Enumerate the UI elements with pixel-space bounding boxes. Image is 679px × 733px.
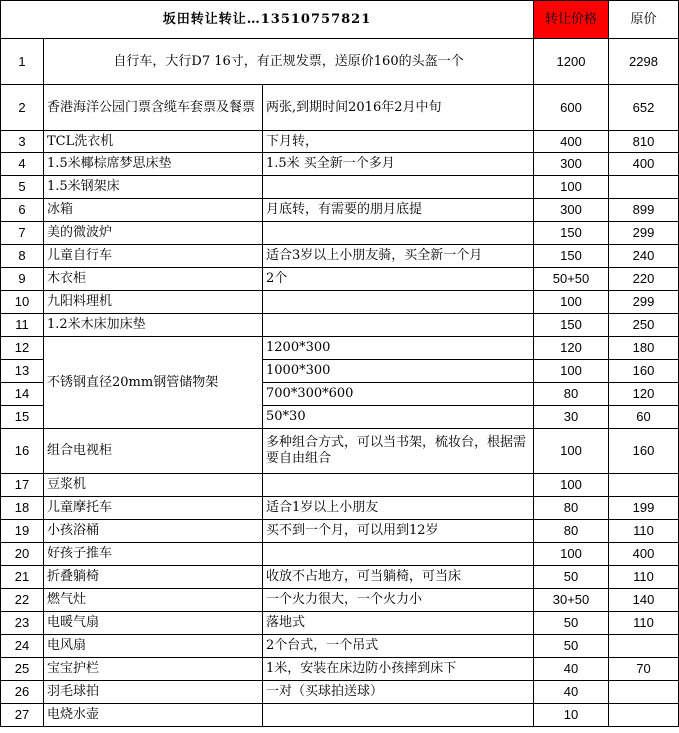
item-note: 下月转， (263, 131, 534, 153)
original-price: 70 (609, 658, 679, 681)
item-name: 羽毛球拍 (44, 681, 263, 704)
item-note: 1米，安装在床边防小孩摔到床下 (263, 658, 534, 681)
table-row (1, 635, 679, 658)
row-number: 23 (1, 612, 44, 635)
original-price: 299 (609, 291, 679, 314)
item-note (263, 474, 534, 497)
row-number: 26 (1, 681, 44, 704)
item-name: 燃气灶 (44, 589, 263, 612)
item-note (263, 704, 534, 727)
table-row (1, 658, 679, 681)
transfer-price: 50 (534, 635, 609, 658)
item-name: 小孩浴桶 (44, 520, 263, 543)
transfer-price: 100 (534, 291, 609, 314)
item-name: 电风扇 (44, 635, 263, 658)
original-price: 110 (609, 520, 679, 543)
item-name: 九阳料理机 (44, 291, 263, 314)
row-number: 21 (1, 566, 44, 589)
table-row (1, 85, 679, 131)
transfer-price: 50+50 (534, 268, 609, 291)
table-row (1, 314, 679, 337)
row-number: 12 (1, 337, 44, 360)
table-row (1, 520, 679, 543)
original-price: 110 (609, 612, 679, 635)
item-name: 组合电视柜 (44, 429, 263, 474)
row-number: 19 (1, 520, 44, 543)
row-number: 2 (1, 85, 44, 131)
item-name: 宝宝护栏 (44, 658, 263, 681)
row-number: 13 (1, 360, 44, 383)
transfer-price: 40 (534, 658, 609, 681)
table-row (1, 681, 679, 704)
item-note (263, 543, 534, 566)
row-number: 15 (1, 406, 44, 429)
row-number: 20 (1, 543, 44, 566)
table-row (1, 268, 679, 291)
item-note: 适合1岁以上小朋友 (263, 497, 534, 520)
item-name: 儿童自行车 (44, 245, 263, 268)
item-note (263, 291, 534, 314)
original-price (609, 681, 679, 704)
item-note: 月底转，有需要的朋月底提 (263, 199, 534, 222)
original-price: 160 (609, 429, 679, 474)
original-price (609, 704, 679, 727)
item-note: 1.5米 买全新一个多月 (263, 153, 534, 176)
original-price: 250 (609, 314, 679, 337)
row-number: 18 (1, 497, 44, 520)
item-name: 冰箱 (44, 199, 263, 222)
original-price: 120 (609, 383, 679, 406)
transfer-price: 150 (534, 245, 609, 268)
original-price: 220 (609, 268, 679, 291)
transfer-price: 80 (534, 497, 609, 520)
table-row (1, 497, 679, 520)
transfer-price: 1200 (534, 39, 609, 85)
original-price: 60 (609, 406, 679, 429)
transfer-price: 100 (534, 474, 609, 497)
page-title: 坂田转让转让…13510757821 (1, 1, 534, 39)
item-note: 买不到一个月，可以用到12岁 (263, 520, 534, 543)
item-note: 50*30 (263, 406, 534, 429)
row-number: 25 (1, 658, 44, 681)
original-price: 899 (609, 199, 679, 222)
item-name: 香港海洋公园门票含缆车套票及餐票 (44, 85, 263, 131)
item-name: 美的微波炉 (44, 222, 263, 245)
transfer-price: 100 (534, 176, 609, 199)
transfer-price: 150 (534, 222, 609, 245)
item-name: 儿童摩托车 (44, 497, 263, 520)
table-row (1, 176, 679, 199)
item-note: 2个台式，一个吊式 (263, 635, 534, 658)
item-note (263, 314, 534, 337)
item-name: 豆浆机 (44, 474, 263, 497)
original-price: 199 (609, 497, 679, 520)
original-price: 299 (609, 222, 679, 245)
transfer-price: 30 (534, 406, 609, 429)
transfer-price: 40 (534, 681, 609, 704)
item-description: 自行车，大行D7 16寸，有正规发票，送原价160的头盔一个 (44, 39, 534, 85)
original-price (609, 176, 679, 199)
item-name: 1.2米木床加床垫 (44, 314, 263, 337)
item-name: 1.5米椰棕席梦思床垫 (44, 153, 263, 176)
transfer-price: 300 (534, 199, 609, 222)
item-name: 好孩子推车 (44, 543, 263, 566)
row-number: 6 (1, 199, 44, 222)
item-note: 一对（买球拍送球） (263, 681, 534, 704)
item-name: 电暖气扇 (44, 612, 263, 635)
table-row (1, 704, 679, 727)
original-price: 180 (609, 337, 679, 360)
table-row (1, 566, 679, 589)
item-name: 电烧水壶 (44, 704, 263, 727)
item-note: 多种组合方式，可以当书架，梳妆台，根据需要自由组合 (263, 429, 534, 474)
row-number: 3 (1, 131, 44, 153)
original-price: 400 (609, 543, 679, 566)
item-name: 木衣柜 (44, 268, 263, 291)
table-row (1, 291, 679, 314)
transfer-price: 80 (534, 520, 609, 543)
item-note: 700*300*600 (263, 383, 534, 406)
original-price: 140 (609, 589, 679, 612)
transfer-price-header: 转让价格 (534, 1, 609, 39)
row-number: 22 (1, 589, 44, 612)
transfer-price: 50 (534, 566, 609, 589)
transfer-price: 100 (534, 360, 609, 383)
item-note: 收放不占地方，可当躺椅，可当床 (263, 566, 534, 589)
original-price: 652 (609, 85, 679, 131)
table-row (1, 474, 679, 497)
original-price: 240 (609, 245, 679, 268)
item-note: 适合3岁以上小朋友骑，买全新一个月 (263, 245, 534, 268)
table-row (1, 589, 679, 612)
shelf-item-name: 不锈钢直径20mm钢管储物架 (44, 337, 263, 429)
row-number: 16 (1, 429, 44, 474)
table-row (1, 612, 679, 635)
item-note: 落地式 (263, 612, 534, 635)
table-row (1, 153, 679, 176)
item-name: 折叠躺椅 (44, 566, 263, 589)
original-price (609, 635, 679, 658)
row-number: 4 (1, 153, 44, 176)
transfer-price: 50 (534, 612, 609, 635)
table-row (1, 337, 679, 360)
table-row (1, 245, 679, 268)
transfer-price: 100 (534, 543, 609, 566)
row-number: 17 (1, 474, 44, 497)
item-name: TCL洗衣机 (44, 131, 263, 153)
table-row (1, 429, 679, 474)
original-price: 2298 (609, 39, 679, 85)
table-row (1, 222, 679, 245)
original-price: 160 (609, 360, 679, 383)
transfer-price: 120 (534, 337, 609, 360)
row-number: 9 (1, 268, 44, 291)
header-row (1, 1, 679, 39)
transfer-price: 100 (534, 429, 609, 474)
row-number: 10 (1, 291, 44, 314)
transfer-price: 300 (534, 153, 609, 176)
row-number: 1 (1, 39, 44, 85)
item-name: 1.5米钢架床 (44, 176, 263, 199)
item-note (263, 222, 534, 245)
item-note (263, 176, 534, 199)
item-note: 2个 (263, 268, 534, 291)
transfer-price: 400 (534, 131, 609, 153)
original-price: 110 (609, 566, 679, 589)
table-row (1, 543, 679, 566)
item-note: 两张,到期时间2016年2月中旬 (263, 85, 534, 131)
original-price (609, 474, 679, 497)
original-price: 810 (609, 131, 679, 153)
transfer-price: 80 (534, 383, 609, 406)
transfer-price: 30+50 (534, 589, 609, 612)
item-note: 1200*300 (263, 337, 534, 360)
table-row (1, 131, 679, 153)
item-note: 1000*300 (263, 360, 534, 383)
row-number: 27 (1, 704, 44, 727)
transfer-price: 600 (534, 85, 609, 131)
original-price: 400 (609, 153, 679, 176)
transfer-price: 10 (534, 704, 609, 727)
row-number: 5 (1, 176, 44, 199)
original-price-header: 原价 (609, 1, 679, 39)
table-row (1, 199, 679, 222)
row-number: 14 (1, 383, 44, 406)
row-number: 24 (1, 635, 44, 658)
item-note: 一个火力很大，一个火力小 (263, 589, 534, 612)
row-number: 7 (1, 222, 44, 245)
row-number: 8 (1, 245, 44, 268)
transfer-price: 150 (534, 314, 609, 337)
table-row (1, 39, 679, 85)
row-number: 11 (1, 314, 44, 337)
